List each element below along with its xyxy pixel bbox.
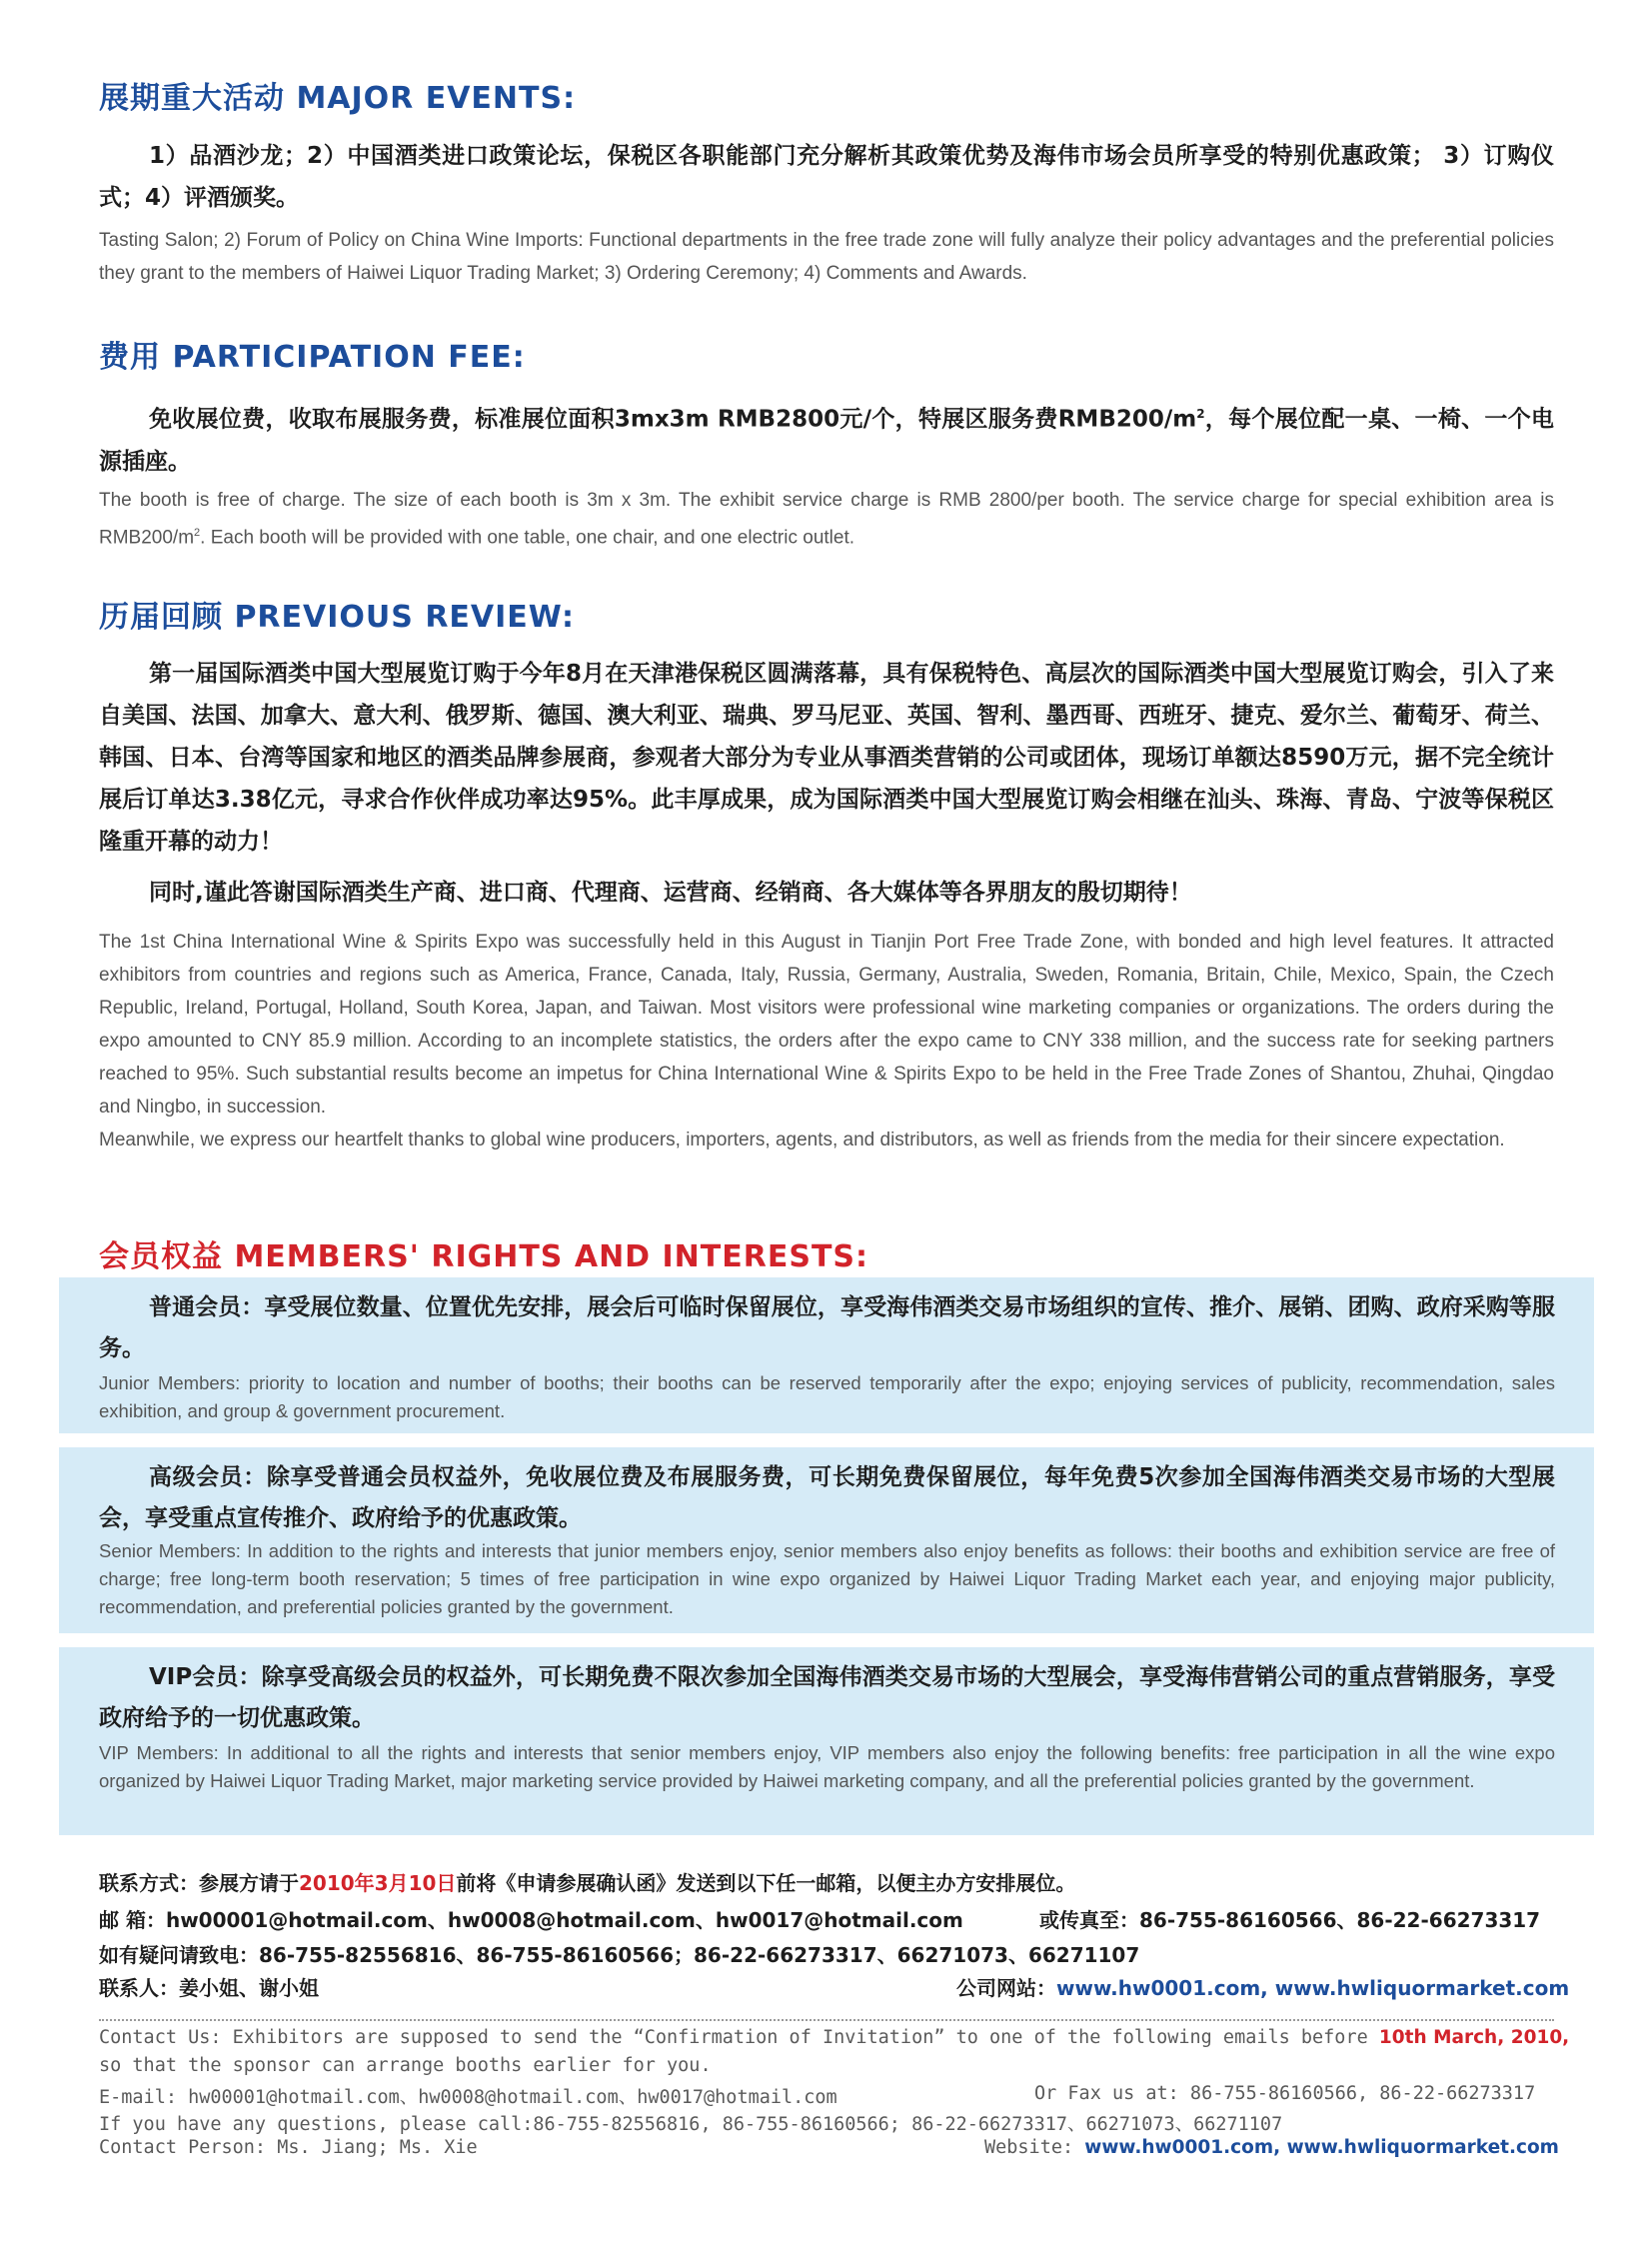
contact-en-phone: If you have any questions, please call:86-755-82556816, 86-755-86160566; 86-22-66273317、66271073、66271107 <box>99 2114 1283 2135</box>
major-events-zh: 1）品酒沙龙；2）中国酒类进口政策论坛，保税区各职能部门充分解析其政策优势及海伟市场会员所享受的特别优惠政策； 3）订购仪式；4）评酒颁奖。 <box>99 143 1554 211</box>
contact-zh-deadline: 2010年3月10日 <box>299 1871 457 1895</box>
vip-members-en: VIP Members: In additional to all the rights and interests that senior members enjoy, VIP members also enjoy the following benefits: free participation in all the wine expo organized by Haiwei Liquor Trading Market, major marketing service provided by Haiwei marketing company, and all the preferential policies granted by the government. <box>99 1742 1555 1791</box>
previous-review-thanks-zh: 同时,谨此答谢国际酒类生产商、进口商、代理商、运营商、经销商、各大媒体等各界朋友的殷切期待！ <box>149 880 1192 906</box>
contact-en-website: Website: www.hw0001.com, www.hwliquormarket.com <box>984 2137 1559 2158</box>
contact-zh-fax: 或传真至：86-755-86160566、86-22-66273317 <box>1039 1908 1541 1932</box>
senior-members-zh: 高级会员：除享受普通会员权益外，免收展位费及布展服务费，可长期免费保留展位，每年免费5次参加全国海伟酒类交易市场的大型展会，享受重点宣传推介、政府给予的优惠政策。 <box>99 1464 1555 1531</box>
contact-zh-phone: 如有疑问请致电：86-755-82556816、86-755-86160566；86-22-66273317、66271073、66271107 <box>99 1943 1140 1967</box>
vip-members-zh: VIP会员：除享受高级会员的权益外，可长期免费不限次参加全国海伟酒类交易市场的大型展会，享受海伟营销公司的重点营销服务，享受政府给予的一切优惠政策。 <box>99 1664 1555 1731</box>
participation-fee-heading: 费用 PARTICIPATION FEE: <box>99 340 526 375</box>
senior-members-box <box>59 1447 1594 1633</box>
participation-fee-zh: 免收展位费，收取布展服务费，标准展位面积3mx3m RMB2800元/个，特展区服务费$RMB200/m^2$，每个展位配一桌、一椅、一个电源插座。 <box>99 406 1554 475</box>
members-heading: 会员权益 MEMBERS' RIGHTS AND INTERESTS: <box>99 1239 869 1274</box>
vip-members-box <box>59 1647 1594 1835</box>
previous-review-thanks-en: Meanwhile, we express our heartfelt thanks to global wine producers, importers, agents, and distributors, as well as friends from the media for their sincere expectation. <box>99 1129 1505 1150</box>
participation-fee-en: The booth is free of charge. The size of each booth is 3m x 3m. The exhibit service charge is RMB 2800/per booth. The service charge for special exhibition area is $RMB200/m^2$. Each booth will be provided with one table, one chair, and one electric outlet. <box>99 490 1554 549</box>
contact-zh-email: 邮 箱：hw00001@hotmail.com、hw0008@hotmail.com、hw0017@hotmail.com <box>99 1908 963 1932</box>
junior-members-zh: 普通会员：享受展位数量、位置优先安排，展会后可临时保留展位，享受海伟酒类交易市场组织的宣传、推介、展销、团购、政府采购等服务。 <box>99 1294 1555 1361</box>
contact-en-intro-2: so that the sponsor can arrange booths earlier for you. <box>99 2055 712 2076</box>
contact-en-intro: Contact Us: Exhibitors are supposed to send the “Confirmation of Invitation” to one of the following emails before 10th March, 2010, <box>99 2027 1570 2048</box>
previous-review-en: The 1st China International Wine & Spirits Expo was successfully held in this August in Tianjin Port Free Trade Zone, with bonded and high level features. It attracted exhibitors from countries and regions such as America, France, Canada, Italy, Russia, Germany, Australia, Sweden, Romania, Britain, Chile, Mexico, Spain, the Czech Republic, Ireland, Portugal, Holland, South Korea, Japan, and Taiwan. Most visitors were professional wine marketing companies or organizations. The orders during the expo amounted to CNY 85.9 million. According to an incomplete statistics, the orders after the expo came to CNY 338 million, and the success rate for seeking partners reached to 95%. Such substantial results become an impetus for China International Wine & Spirits Expo to be held in the Free Trade Zones of Shantou, Zhuhai, Qingdao and Ningbo, in succession. <box>99 932 1554 1118</box>
contact-zh-website: 公司网站：www.hw0001.com, www.hwliquormarket.com <box>956 1976 1570 2000</box>
contact-zh-person: 联系人：姜小姐、谢小姐 <box>99 1976 319 2000</box>
website-link-en[interactable]: www.hw0001.com, www.hwliquormarket.com <box>1084 2137 1559 2158</box>
website-link-zh[interactable]: www.hw0001.com, www.hwliquormarket.com <box>1056 1976 1570 2000</box>
junior-members-en: Junior Members: priority to location and number of booths; their booths can be reserved temporarily after the expo; enjoying services of publicity, recommendation, sales exhibition, and group & government procurement. <box>99 1372 1555 1421</box>
contact-en-email: E-mail: hw00001@hotmail.com、hw0008@hotmail.com、hw0017@hotmail.com <box>99 2087 837 2108</box>
previous-review-heading: 历届回顾 PREVIOUS REVIEW: <box>99 600 575 635</box>
previous-review-zh: 第一届国际酒类中国大型展览订购于今年8月在天津港保税区圆满落幕，具有保税特色、高层次的国际酒类中国大型展览订购会，引入了来自美国、法国、加拿大、意大利、俄罗斯、德国、澳大利亚、瑞典、罗马尼亚、英国、智利、墨西哥、西班牙、捷克、爱尔兰、葡萄牙、荷兰、韩国、日本、台湾等国家和地区的酒类品牌参展商，参观者大部分为专业从事酒类营销的公司或团体，现场订单额达8590万元，据不完全统计展后订单达3.38亿元，寻求合作伙伴成功率达95%。此丰厚成果，成为国际酒类中国大型展览订购会相继在汕头、珠海、青岛、宁波等保税区隆重开幕的动力！ <box>99 661 1554 855</box>
senior-members-en: Senior Members: In addition to the rights and interests that junior members enjoy, senior members also enjoy benefits as follows: their booths and exhibition service are free of charge; free long-term booth reservation; 5 times of free participation in wine expo organized by Haiwei Liquor Trading Market each year, and enjoying major publicity, recommendation, and preferential policies granted by the government. <box>99 1540 1555 1617</box>
contact-en-fax: Or Fax us at: 86-755-86160566, 86-22-66273317 <box>1034 2083 1536 2104</box>
major-events-en: Tasting Salon; 2) Forum of Policy on China Wine Imports: Functional departments in the free trade zone will fully analyze their policy advantages and the preferential policies they grant to the members of Haiwei Liquor Trading Market; 3) Ordering Ceremony; 4) Comments and Awards. <box>99 230 1554 284</box>
divider <box>99 2019 1554 2021</box>
major-events-heading: 展期重大活动 MAJOR EVENTS: <box>99 81 577 116</box>
junior-members-box <box>59 1277 1594 1433</box>
contact-en-deadline: 10th March, 2010, <box>1378 2027 1570 2048</box>
contact-en-person: Contact Person: Ms. Jiang; Ms. Xie <box>99 2137 478 2158</box>
contact-zh-intro: 联系方式：参展方请于2010年3月10日前将《申请参展确认函》发送到以下任一邮箱，以便主办方安排展位。 <box>99 1871 1076 1895</box>
